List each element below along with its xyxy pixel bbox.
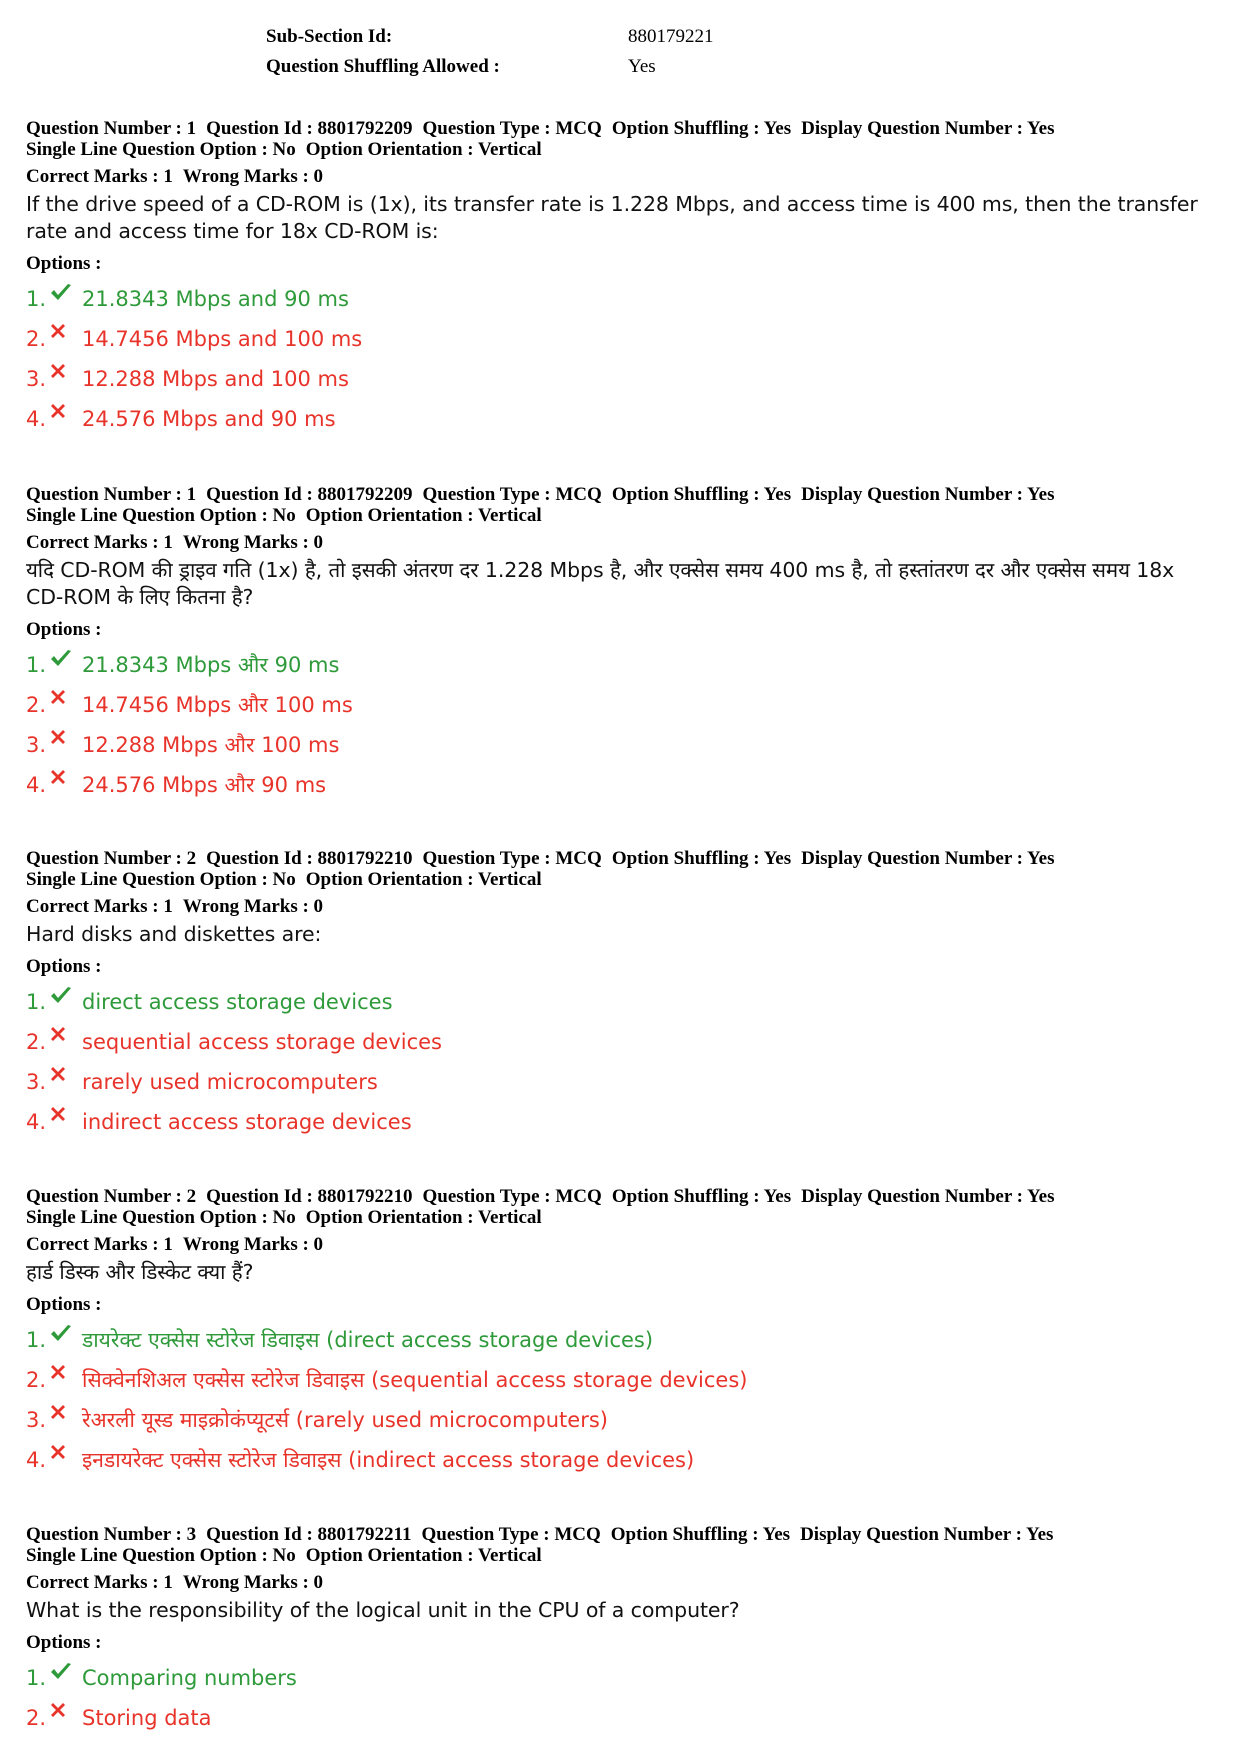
cross-icon [50, 1702, 66, 1718]
option-item [26, 645, 1216, 685]
option-text: रेअरली यूस्ड माइक्रोकंप्यूटर्स (rarely used microcomputers) [82, 1408, 608, 1432]
subsection-value: 880179221 [628, 26, 714, 47]
meta-field: Single Line Question Option : No [26, 1545, 296, 1566]
meta-field: Display Question Number : Yes [801, 1186, 1055, 1207]
option-number: 2. [26, 693, 47, 717]
option-text: rarely used microcomputers [82, 1070, 378, 1094]
meta-field: Option Shuffling : Yes [610, 1524, 791, 1545]
wrong-mark [48, 359, 82, 399]
option-number: 2. [26, 1368, 47, 1392]
cross-icon [50, 1026, 66, 1042]
question-text: Hard disks and diskettes are: [26, 922, 322, 946]
option-item [26, 1102, 1216, 1142]
marks-line [26, 1234, 1216, 1256]
option-text: 12.288 Mbps और 100 ms [82, 733, 340, 757]
meta-field: Question Type : MCQ [422, 118, 602, 139]
shuffle-value: Yes [628, 56, 656, 77]
option-number: 1. [26, 653, 47, 677]
wrong-mark [48, 1022, 82, 1062]
question-meta-line-1 [26, 1524, 1216, 1545]
meta-field: Option Orientation : Vertical [305, 869, 542, 890]
option-item [26, 1400, 1216, 1440]
option-text: सिक्वेनशिअल एक्सेस स्टोरेज डिवाइस (sequential access storage devices) [82, 1368, 748, 1392]
options-label: Options : [26, 1632, 102, 1653]
option-item [26, 1320, 1216, 1360]
meta-field: Display Question Number : Yes [801, 484, 1055, 505]
cross-icon [50, 363, 66, 379]
option-item [26, 319, 1216, 359]
meta-field: Question Id : 8801792210 [206, 1186, 413, 1207]
option-text: 14.7456 Mbps और 100 ms [82, 693, 353, 717]
option-number: 2. [26, 327, 47, 351]
option-number: 4. [26, 407, 47, 431]
options-list [26, 1320, 1216, 1480]
options-list [26, 1658, 1216, 1738]
marks-field: Wrong Marks : 0 [182, 1234, 324, 1255]
option-text: Storing data [82, 1706, 212, 1730]
question-block [26, 1524, 1216, 1738]
option-number: 4. [26, 1448, 47, 1472]
wrong-mark [48, 319, 82, 359]
option-number: 1. [26, 1666, 47, 1690]
option-number: 1. [26, 990, 47, 1014]
option-number: 3. [26, 1070, 47, 1094]
meta-field: Option Shuffling : Yes [611, 1186, 792, 1207]
meta-field: Option Shuffling : Yes [611, 848, 792, 869]
marks-field: Wrong Marks : 0 [182, 1572, 324, 1593]
marks-field: Correct Marks : 1 [26, 896, 173, 917]
meta-field: Question Number : 2 [26, 1186, 197, 1207]
wrong-mark [48, 1360, 82, 1400]
option-item [26, 685, 1216, 725]
meta-field: Option Orientation : Vertical [305, 1207, 542, 1228]
marks-field: Correct Marks : 1 [26, 1572, 173, 1593]
options-label: Options : [26, 1294, 102, 1315]
correct-mark [48, 1320, 82, 1360]
check-icon [50, 1662, 72, 1682]
cross-icon [50, 769, 66, 785]
option-number: 3. [26, 367, 47, 391]
correct-mark [48, 1658, 82, 1698]
question-meta-line-2 [26, 505, 1216, 526]
check-icon [50, 283, 72, 303]
option-item [26, 725, 1216, 765]
cross-icon [50, 1106, 66, 1122]
meta-field: Option Orientation : Vertical [305, 505, 542, 526]
meta-field: Question Type : MCQ [422, 484, 602, 505]
meta-field: Question Id : 8801792209 [206, 484, 413, 505]
marks-field: Correct Marks : 1 [26, 532, 173, 553]
meta-field: Question Number : 3 [26, 1524, 197, 1545]
cross-icon [50, 323, 66, 339]
shuffle-label: Question Shuffling Allowed : [266, 56, 500, 77]
option-item [26, 399, 1216, 439]
cross-icon [50, 689, 66, 705]
marks-field: Wrong Marks : 0 [182, 896, 324, 917]
question-meta-line-2 [26, 1207, 1216, 1228]
option-item [26, 982, 1216, 1022]
meta-field: Display Question Number : Yes [801, 848, 1055, 869]
option-item [26, 1062, 1216, 1102]
marks-line [26, 1572, 1216, 1594]
options-list [26, 645, 1216, 805]
meta-field: Single Line Question Option : No [26, 869, 296, 890]
option-text: इनडायरेक्ट एक्सेस स्टोरेज डिवाइस (indirect access storage devices) [82, 1448, 695, 1472]
option-item [26, 1440, 1216, 1480]
meta-field: Single Line Question Option : No [26, 1207, 296, 1228]
question-meta-line-1 [26, 848, 1216, 869]
option-number: 2. [26, 1030, 47, 1054]
option-number: 4. [26, 773, 47, 797]
meta-field: Option Orientation : Vertical [305, 1545, 542, 1566]
cross-icon [50, 1404, 66, 1420]
option-text: 21.8343 Mbps and 90 ms [82, 287, 349, 311]
marks-field: Wrong Marks : 0 [182, 532, 324, 553]
options-label: Options : [26, 619, 102, 640]
option-number: 1. [26, 287, 47, 311]
meta-field: Single Line Question Option : No [26, 139, 296, 160]
meta-field: Question Type : MCQ [422, 1186, 602, 1207]
marks-line [26, 532, 1216, 554]
cross-icon [50, 1066, 66, 1082]
check-icon [50, 986, 72, 1006]
question-text: If the drive speed of a CD-ROM is (1x), its transfer rate is 1.228 Mbps, and access time is 400 ms, then the transfer rate and access time for 18x CD-ROM is: [26, 192, 1198, 243]
option-item [26, 279, 1216, 319]
option-text: 24.576 Mbps और 90 ms [82, 773, 327, 797]
marks-line [26, 166, 1216, 188]
option-text: 14.7456 Mbps and 100 ms [82, 327, 363, 351]
meta-field: Question Id : 8801792210 [206, 848, 413, 869]
wrong-mark [48, 765, 82, 805]
meta-field: Question Number : 1 [26, 484, 197, 505]
check-icon [50, 1324, 72, 1344]
check-icon [50, 649, 72, 669]
question-text: हार्ड डिस्क और डिस्केट क्या हैं? [26, 1260, 254, 1284]
question-block [26, 848, 1216, 1142]
meta-field: Question Number : 1 [26, 118, 197, 139]
question-meta-line-1 [26, 484, 1216, 505]
wrong-mark [48, 1698, 82, 1738]
marks-field: Correct Marks : 1 [26, 1234, 173, 1255]
option-number: 3. [26, 1408, 47, 1432]
options-label: Options : [26, 253, 102, 274]
option-text: 24.576 Mbps and 90 ms [82, 407, 336, 431]
wrong-mark [48, 1440, 82, 1480]
option-text: direct access storage devices [82, 990, 393, 1014]
cross-icon [50, 1444, 66, 1460]
question-text: यदि CD-ROM की ड्राइव गति (1x) है, तो इसकी अंतरण दर 1.228 Mbps है, और एक्सेस समय 400 ms है, तो हस्तांतरण दर और एक्सेस समय 18x CD-ROM के लिए कितना है? [26, 558, 1175, 609]
options-list [26, 279, 1216, 439]
cross-icon [50, 1364, 66, 1380]
meta-field: Question Number : 2 [26, 848, 197, 869]
meta-field: Display Question Number : Yes [801, 118, 1055, 139]
question-text: What is the responsibility of the logical unit in the CPU of a computer? [26, 1598, 740, 1622]
option-text: indirect access storage devices [82, 1110, 412, 1134]
option-number: 2. [26, 1706, 47, 1730]
option-item [26, 1698, 1216, 1738]
correct-mark [48, 279, 82, 319]
question-block [26, 484, 1216, 805]
option-number: 3. [26, 733, 47, 757]
option-item [26, 1022, 1216, 1062]
cross-icon [50, 729, 66, 745]
question-meta-line-1 [26, 118, 1216, 139]
meta-field: Question Id : 8801792209 [206, 118, 413, 139]
cross-icon [50, 403, 66, 419]
wrong-mark [48, 685, 82, 725]
options-list [26, 982, 1216, 1142]
correct-mark [48, 982, 82, 1022]
option-text: 21.8343 Mbps और 90 ms [82, 653, 340, 677]
correct-mark [48, 645, 82, 685]
meta-field: Display Question Number : Yes [800, 1524, 1054, 1545]
question-meta-line-2 [26, 139, 1216, 160]
marks-field: Correct Marks : 1 [26, 166, 173, 187]
meta-field: Option Shuffling : Yes [611, 118, 792, 139]
shuffle-row [266, 56, 500, 78]
meta-field: Single Line Question Option : No [26, 505, 296, 526]
option-item [26, 1360, 1216, 1400]
option-number: 4. [26, 1110, 47, 1134]
option-number: 1. [26, 1328, 47, 1352]
marks-field: Wrong Marks : 0 [182, 166, 324, 187]
option-text: 12.288 Mbps and 100 ms [82, 367, 349, 391]
meta-field: Question Type : MCQ [422, 848, 602, 869]
meta-field: Option Orientation : Vertical [305, 139, 542, 160]
wrong-mark [48, 725, 82, 765]
wrong-mark [48, 1400, 82, 1440]
subsection-label: Sub-Section Id: [266, 26, 393, 47]
question-block [26, 1186, 1216, 1480]
option-text: Comparing numbers [82, 1666, 297, 1690]
meta-field: Question Type : MCQ [421, 1524, 601, 1545]
option-item [26, 765, 1216, 805]
option-text: डायरेक्ट एक्सेस स्टोरेज डिवाइस (direct access storage devices) [82, 1328, 654, 1352]
subsection-row [266, 26, 392, 48]
question-meta-line-1 [26, 1186, 1216, 1207]
wrong-mark [48, 1062, 82, 1102]
option-item [26, 1658, 1216, 1698]
question-meta-line-2 [26, 869, 1216, 890]
option-text: sequential access storage devices [82, 1030, 442, 1054]
question-meta-line-2 [26, 1545, 1216, 1566]
wrong-mark [48, 1102, 82, 1142]
wrong-mark [48, 399, 82, 439]
option-item [26, 359, 1216, 399]
options-label: Options : [26, 956, 102, 977]
meta-field: Question Id : 8801792211 [206, 1524, 412, 1545]
question-block [26, 118, 1216, 439]
meta-field: Option Shuffling : Yes [611, 484, 792, 505]
marks-line [26, 896, 1216, 918]
